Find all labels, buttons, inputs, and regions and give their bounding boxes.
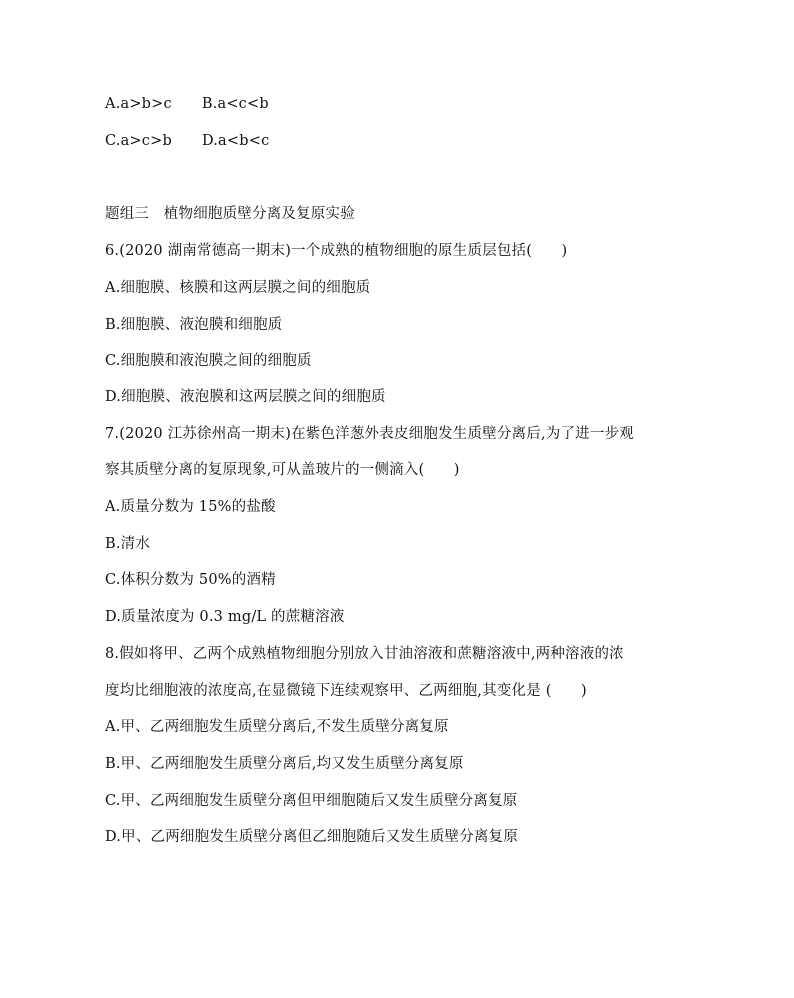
- question-6-option-d: D.细胞膜、液泡膜和这两层膜之间的细胞质: [105, 389, 386, 405]
- question-8-option-d: D.甲、乙两细胞发生质壁分离但乙细胞随后又发生质壁分离复原: [105, 829, 519, 845]
- option-c-text: C.a>c>b: [105, 133, 172, 149]
- question-6-option-a: A.细胞膜、核膜和这两层膜之间的细胞质: [105, 280, 371, 296]
- option-d-text: D.a<b<c: [201, 133, 270, 149]
- question-7-stem-line-2: 察其质壁分离的复原现象,可从盖玻片的一侧滴入( ): [105, 462, 460, 478]
- question-8-option-c: C.甲、乙两细胞发生质壁分离但甲细胞随后又发生质壁分离复原: [105, 793, 518, 809]
- question-7-stem-line-1: 7.(2020 江苏徐州高一期末)在紫色洋葱外表皮细胞发生质壁分离后,为了进一步观: [105, 426, 634, 442]
- question-8-stem-line-1: 8.假如将甲、乙两个成熟植物细胞分别放入甘油溶液和蔗糖溶液中,两种溶液的浓: [105, 646, 624, 662]
- question-7-option-c: C.体积分数为 50%的酒精: [105, 572, 276, 588]
- question-7-option-a: A.质量分数为 15%的盐酸: [105, 499, 276, 515]
- option-a-text: A.a>b>c: [105, 96, 172, 112]
- question-8-stem-line-2: 度均比细胞液的浓度高,在显微镜下连续观察甲、乙两细胞,其变化是 ( ): [105, 683, 587, 699]
- question-6-option-b: B.细胞膜、液泡膜和细胞质: [105, 317, 283, 333]
- question-6-option-c: C.细胞膜和液泡膜之间的细胞质: [105, 353, 312, 369]
- previous-question-options-row-2: [105, 132, 269, 150]
- option-b-text: B.a<c<b: [201, 96, 269, 112]
- question-8-option-a: A.甲、乙两细胞发生质壁分离后,不发生质壁分离复原: [105, 719, 449, 735]
- previous-question-options-row-1: [105, 95, 269, 113]
- question-7-option-d: D.质量浓度为 0.3 mg/L 的蔗糖溶液: [105, 609, 345, 625]
- question-8-option-b: B.甲、乙两细胞发生质壁分离后,均又发生质壁分离复原: [105, 756, 464, 772]
- question-7-option-b: B.清水: [105, 536, 151, 552]
- question-group-heading: 题组三 植物细胞质壁分离及复原实验: [105, 206, 355, 222]
- question-6-stem-line-1: 6.(2020 湖南常德高一期末)一个成熟的植物细胞的原生质层包括( ): [105, 243, 568, 259]
